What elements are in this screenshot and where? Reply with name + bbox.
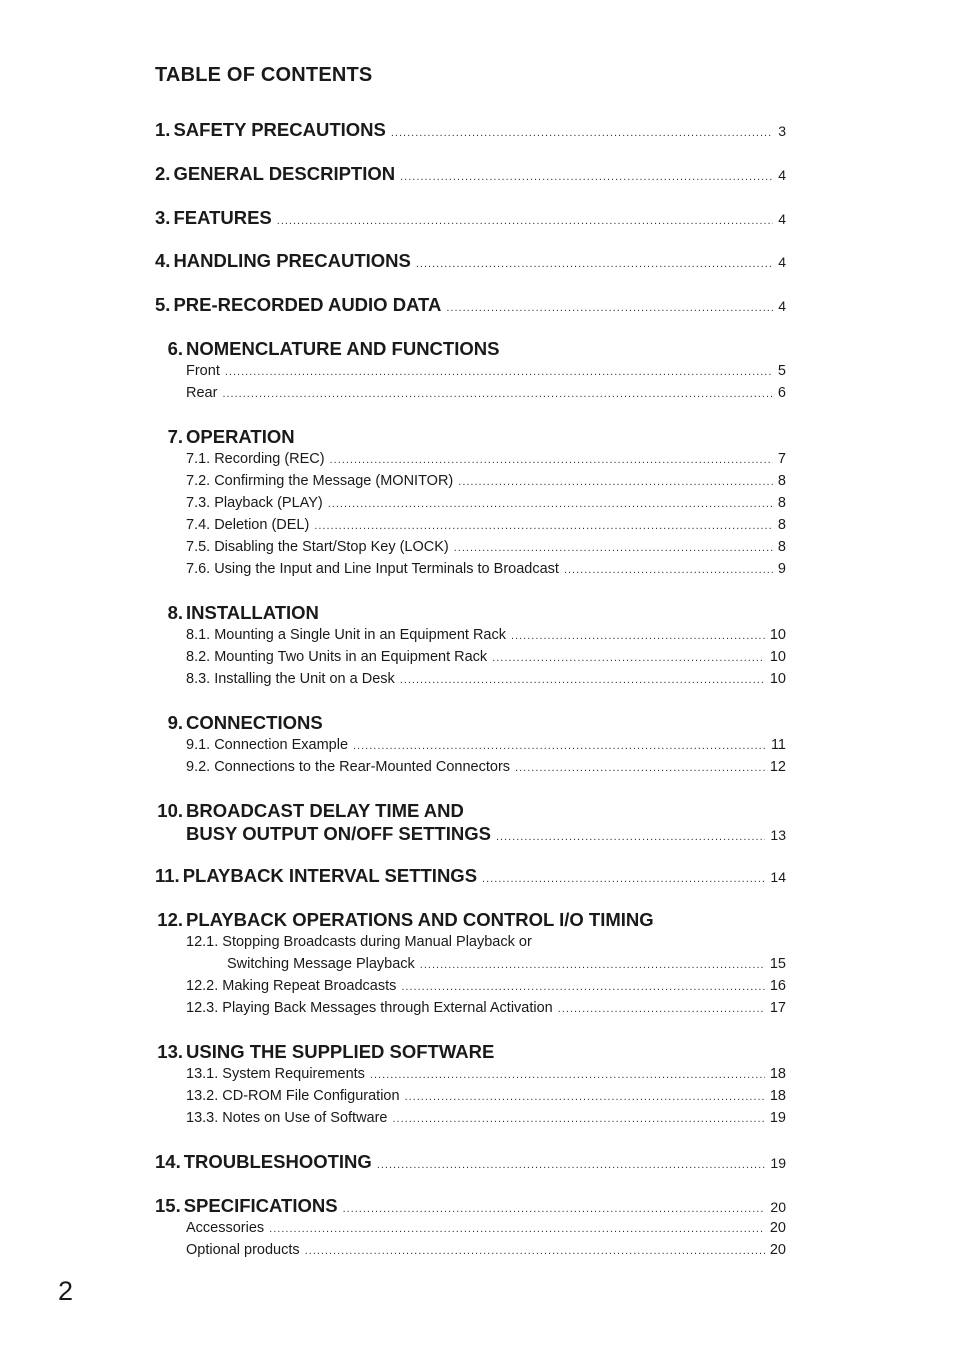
section-title: SAFETY PRECAUTIONS (173, 119, 386, 140)
section-number: 2. (155, 163, 171, 184)
toc-subsection-entry[interactable] (186, 978, 786, 994)
section-number: 11. (155, 865, 180, 886)
page-ref: 9 (777, 561, 786, 577)
page-ref: 8 (777, 495, 786, 511)
section-number: 10. (157, 800, 183, 821)
section-number: 1. (155, 119, 171, 140)
section-number: 9. (167, 712, 183, 733)
leader-dots (328, 498, 773, 510)
section-number: 4. (155, 250, 171, 271)
leader-dots (343, 1203, 766, 1215)
toc-section-entry[interactable] (155, 163, 786, 185)
leader-dots (330, 454, 773, 466)
subsection-title: 7.5. Disabling the Start/Stop Key (LOCK) (186, 539, 449, 555)
page-ref: 12 (769, 759, 786, 775)
subsection-title: 7.1. Recording (REC) (186, 451, 325, 467)
section-number: 5. (155, 294, 171, 315)
section-number: 3. (155, 207, 171, 228)
toc-subsection-entry[interactable] (186, 671, 786, 687)
toc-subsection-entry[interactable] (186, 517, 786, 533)
page-ref: 8 (777, 517, 786, 533)
toc-subsection-entry[interactable] (186, 539, 786, 555)
page-ref: 16 (769, 978, 786, 994)
subsection-title: Front (186, 363, 220, 379)
page-number: 2 (58, 1276, 74, 1306)
leader-dots (269, 1223, 765, 1235)
toc-subsection-entry[interactable] (186, 1088, 786, 1104)
leader-dots (277, 215, 773, 227)
page-ref: 20 (769, 1242, 786, 1258)
page-ref: 20 (770, 1199, 786, 1215)
leader-dots (353, 740, 766, 752)
toc-subsection-entry[interactable] (186, 1110, 786, 1126)
toc-section-entry[interactable] (155, 1151, 786, 1173)
subsection-title: Optional products (186, 1242, 300, 1258)
section-number: 14. (155, 1151, 181, 1172)
leader-dots (446, 302, 773, 314)
section-number: 7. (167, 426, 183, 447)
leader-dots (393, 1113, 765, 1125)
subsection-title: 7.3. Playback (PLAY) (186, 495, 323, 511)
page-ref: 13 (770, 827, 786, 843)
subsection-title: 12.2. Making Repeat Broadcasts (186, 978, 397, 994)
toc-subsection-entry[interactable] (186, 627, 786, 643)
page-ref: 20 (769, 1220, 786, 1236)
leader-dots (391, 127, 773, 139)
page-ref: 18 (769, 1066, 786, 1082)
page-ref: 10 (769, 627, 786, 643)
leader-dots (400, 171, 773, 183)
toc-subsection-entry[interactable] (186, 385, 786, 401)
section-title: HANDLING PRECAUTIONS (173, 250, 411, 271)
leader-dots (222, 388, 772, 400)
toc-subsection-entry[interactable] (186, 1000, 786, 1016)
page-ref: 8 (777, 473, 786, 489)
leader-dots (305, 1245, 765, 1257)
toc-section-entry[interactable] (155, 712, 786, 734)
page-ref: 6 (777, 385, 786, 401)
page-ref: 18 (769, 1088, 786, 1104)
section-title: OPERATION (186, 426, 295, 447)
section-title: GENERAL DESCRIPTION (173, 163, 396, 184)
subsection-title: 8.2. Mounting Two Units in an Equipment Rack (186, 649, 488, 665)
toc-section-entry-continued[interactable] (186, 823, 786, 845)
leader-dots (458, 476, 773, 488)
toc-section-entry[interactable] (155, 294, 786, 316)
section-title: PRE-RECORDED AUDIO DATA (173, 294, 442, 315)
toc-subsection-entry[interactable] (186, 363, 786, 379)
section-number: 12. (157, 909, 183, 930)
page-title: TABLE OF CONTENTS (155, 64, 373, 86)
section-number: 13. (157, 1041, 183, 1062)
leader-dots (515, 762, 765, 774)
section-title-continued: BUSY OUTPUT ON/OFF SETTINGS (186, 823, 491, 844)
page-ref: 15 (769, 956, 786, 972)
leader-dots (405, 1091, 765, 1103)
page-ref: 4 (778, 254, 786, 270)
page-ref: 17 (769, 1000, 786, 1016)
page-ref: 7 (777, 451, 786, 467)
toc-subsection-entry[interactable] (186, 759, 786, 775)
toc-subsection-entry[interactable] (186, 934, 786, 950)
subsection-title: 12.1. Stopping Broadcasts during Manual Playback or (186, 934, 532, 950)
leader-dots (377, 1159, 766, 1171)
leader-dots (401, 981, 764, 993)
toc-section-entry[interactable] (155, 865, 786, 887)
page-ref: 8 (777, 539, 786, 555)
section-title: BROADCAST DELAY TIME AND (186, 800, 464, 821)
section-title: PLAYBACK INTERVAL SETTINGS (182, 865, 478, 886)
section-number: 8. (167, 602, 183, 623)
toc-subsection-entry[interactable] (186, 649, 786, 665)
toc-subsection-entry[interactable] (186, 1066, 786, 1082)
subsection-title: 13.2. CD-ROM File Configuration (186, 1088, 400, 1104)
leader-dots (482, 873, 765, 885)
section-title: FEATURES (173, 207, 272, 228)
toc-section-entry[interactable] (155, 250, 786, 272)
page-ref: 10 (769, 671, 786, 687)
section-title: PLAYBACK OPERATIONS AND CONTROL I/O TIMING (186, 909, 654, 930)
toc-section-entry[interactable] (155, 602, 786, 624)
page-ref: 10 (769, 649, 786, 665)
section-number: 15. (155, 1195, 181, 1216)
leader-dots (454, 542, 773, 554)
toc-subsection-entry[interactable] (186, 1242, 786, 1258)
toc-subsection-entry[interactable] (186, 451, 786, 467)
subsection-title: 7.2. Confirming the Message (MONITOR) (186, 473, 454, 489)
toc-subsection-entry[interactable] (186, 1220, 786, 1236)
page-ref: 3 (778, 123, 786, 139)
toc-subsection-entry[interactable] (186, 737, 786, 753)
subsection-title: 13.3. Notes on Use of Software (186, 1110, 388, 1126)
toc-section-entry[interactable] (155, 800, 786, 822)
toc-section-entry[interactable] (155, 1041, 786, 1063)
toc-section-entry[interactable] (155, 119, 786, 141)
subsection-title: 12.3. Playing Back Messages through External Activation (186, 1000, 553, 1016)
leader-dots (558, 1003, 765, 1015)
page-ref: 14 (770, 869, 786, 885)
leader-dots (496, 831, 765, 843)
toc-subsection-entry[interactable] (186, 495, 786, 511)
subsection-title: 13.1. System Requirements (186, 1066, 365, 1082)
leader-dots (400, 674, 765, 686)
toc-section-entry[interactable] (155, 909, 786, 931)
leader-dots (416, 258, 773, 270)
section-number: 6. (167, 338, 183, 359)
subsection-title-continued: Switching Message Playback (227, 956, 415, 972)
section-title: USING THE SUPPLIED SOFTWARE (186, 1041, 495, 1062)
leader-dots (564, 564, 773, 576)
toc-section-entry[interactable] (155, 1195, 786, 1217)
leader-dots (370, 1069, 765, 1081)
subsection-title: Accessories (186, 1220, 265, 1236)
section-title: TROUBLESHOOTING (183, 1151, 372, 1172)
page-ref: 5 (777, 363, 786, 379)
toc-subsection-entry-continued[interactable] (227, 956, 786, 972)
section-title: SPECIFICATIONS (183, 1195, 338, 1216)
page-ref: 4 (778, 211, 786, 227)
leader-dots (420, 959, 765, 971)
leader-dots (225, 366, 773, 378)
page-ref: 19 (770, 1155, 786, 1171)
leader-dots (314, 520, 773, 532)
subsection-title: Rear (186, 385, 218, 401)
toc-subsection-entry[interactable] (186, 561, 786, 577)
subsection-title: 9.1. Connection Example (186, 737, 349, 753)
leader-dots (511, 630, 765, 642)
toc-subsection-entry[interactable] (186, 473, 786, 489)
toc-section-entry[interactable] (155, 338, 786, 360)
subsection-title: 8.1. Mounting a Single Unit in an Equipment Rack (186, 627, 506, 643)
section-title: CONNECTIONS (186, 712, 323, 733)
subsection-title: 7.4. Deletion (DEL) (186, 517, 310, 533)
subsection-title: 8.3. Installing the Unit on a Desk (186, 671, 395, 687)
subsection-title: 7.6. Using the Input and Line Input Terminals to Broadcast (186, 561, 559, 577)
page-ref: 19 (769, 1110, 786, 1126)
section-title: NOMENCLATURE AND FUNCTIONS (186, 338, 500, 359)
page-ref: 11 (770, 737, 786, 753)
subsection-title: 9.2. Connections to the Rear-Mounted Connectors (186, 759, 511, 775)
leader-dots (492, 652, 765, 664)
toc-section-entry[interactable] (155, 207, 786, 229)
section-title: INSTALLATION (186, 602, 319, 623)
page-ref: 4 (778, 298, 786, 314)
page-ref: 4 (778, 167, 786, 183)
toc-section-entry[interactable] (155, 426, 786, 448)
